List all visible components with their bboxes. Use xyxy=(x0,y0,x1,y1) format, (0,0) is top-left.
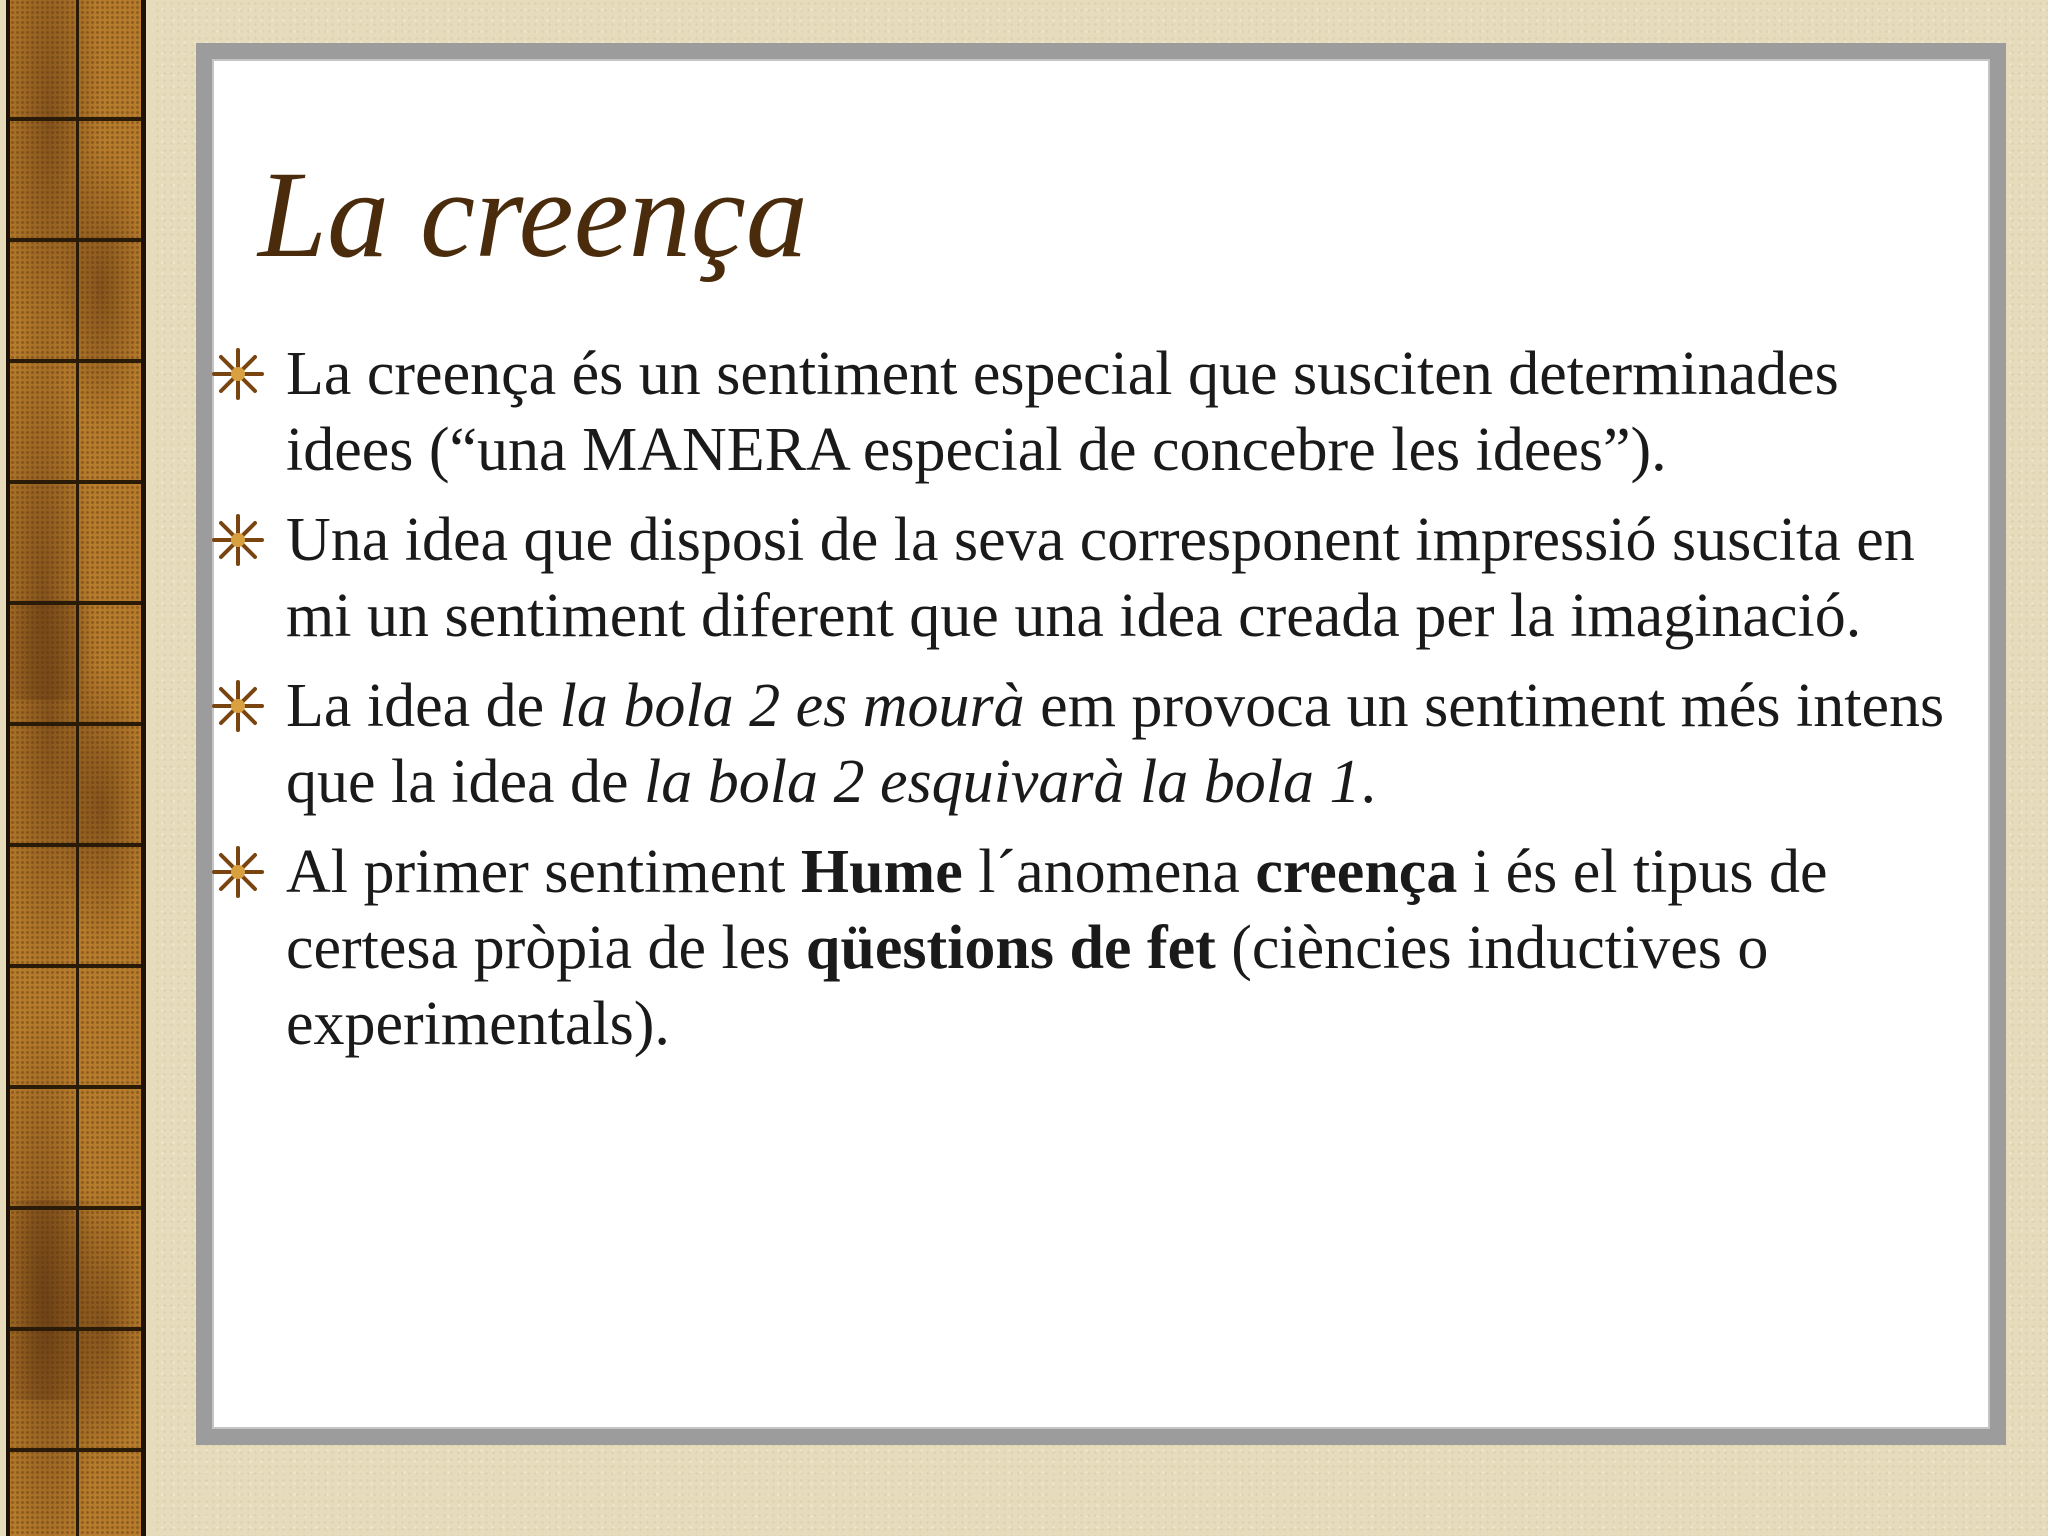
star-burst-icon xyxy=(210,512,266,568)
text-segment: Al primer sentiment xyxy=(286,838,801,906)
bold-term: qüestions de fet xyxy=(805,914,1216,982)
bullet-text xyxy=(286,838,1828,1058)
text-segment: . xyxy=(1360,748,1376,816)
slide-title: La creença xyxy=(258,146,808,283)
bold-term: Hume xyxy=(800,838,963,906)
bullet-text: Una idea que disposi de la seva corresponent impressió suscita en mi un sentiment diferent que una idea creada per la imaginació. xyxy=(286,506,1915,650)
text-segment: La idea de xyxy=(286,672,560,740)
bullet-item xyxy=(210,336,1980,488)
star-burst-icon xyxy=(210,346,266,402)
bullet-item xyxy=(210,668,1980,820)
text-segment: em provoca un sentiment més intens que la idea de xyxy=(286,672,1945,816)
bullet-item xyxy=(210,834,1980,1062)
text-segment: (ciències inductives o experimentals). xyxy=(286,914,1769,1058)
wood-pattern-strip xyxy=(6,0,146,1536)
bullet-item xyxy=(210,502,1980,654)
bullet-list xyxy=(210,336,1980,1076)
star-burst-icon xyxy=(210,844,266,900)
italic-phrase: la bola 2 es mourà xyxy=(559,672,1025,740)
star-burst-icon xyxy=(210,678,266,734)
bold-term: creença xyxy=(1255,838,1458,906)
decorative-left-border xyxy=(0,0,152,1536)
italic-phrase: la bola 2 esquivarà la bola 1 xyxy=(644,748,1361,816)
bullet-text: La creença és un sentiment especial que susciten determinades idees (“una MANERA especial de concebre les idees”). xyxy=(286,340,1839,484)
text-segment: l´anomena xyxy=(962,838,1256,906)
text-segment: i és el tipus de certesa pròpia de les xyxy=(286,838,1828,982)
bullet-text xyxy=(286,672,1944,816)
